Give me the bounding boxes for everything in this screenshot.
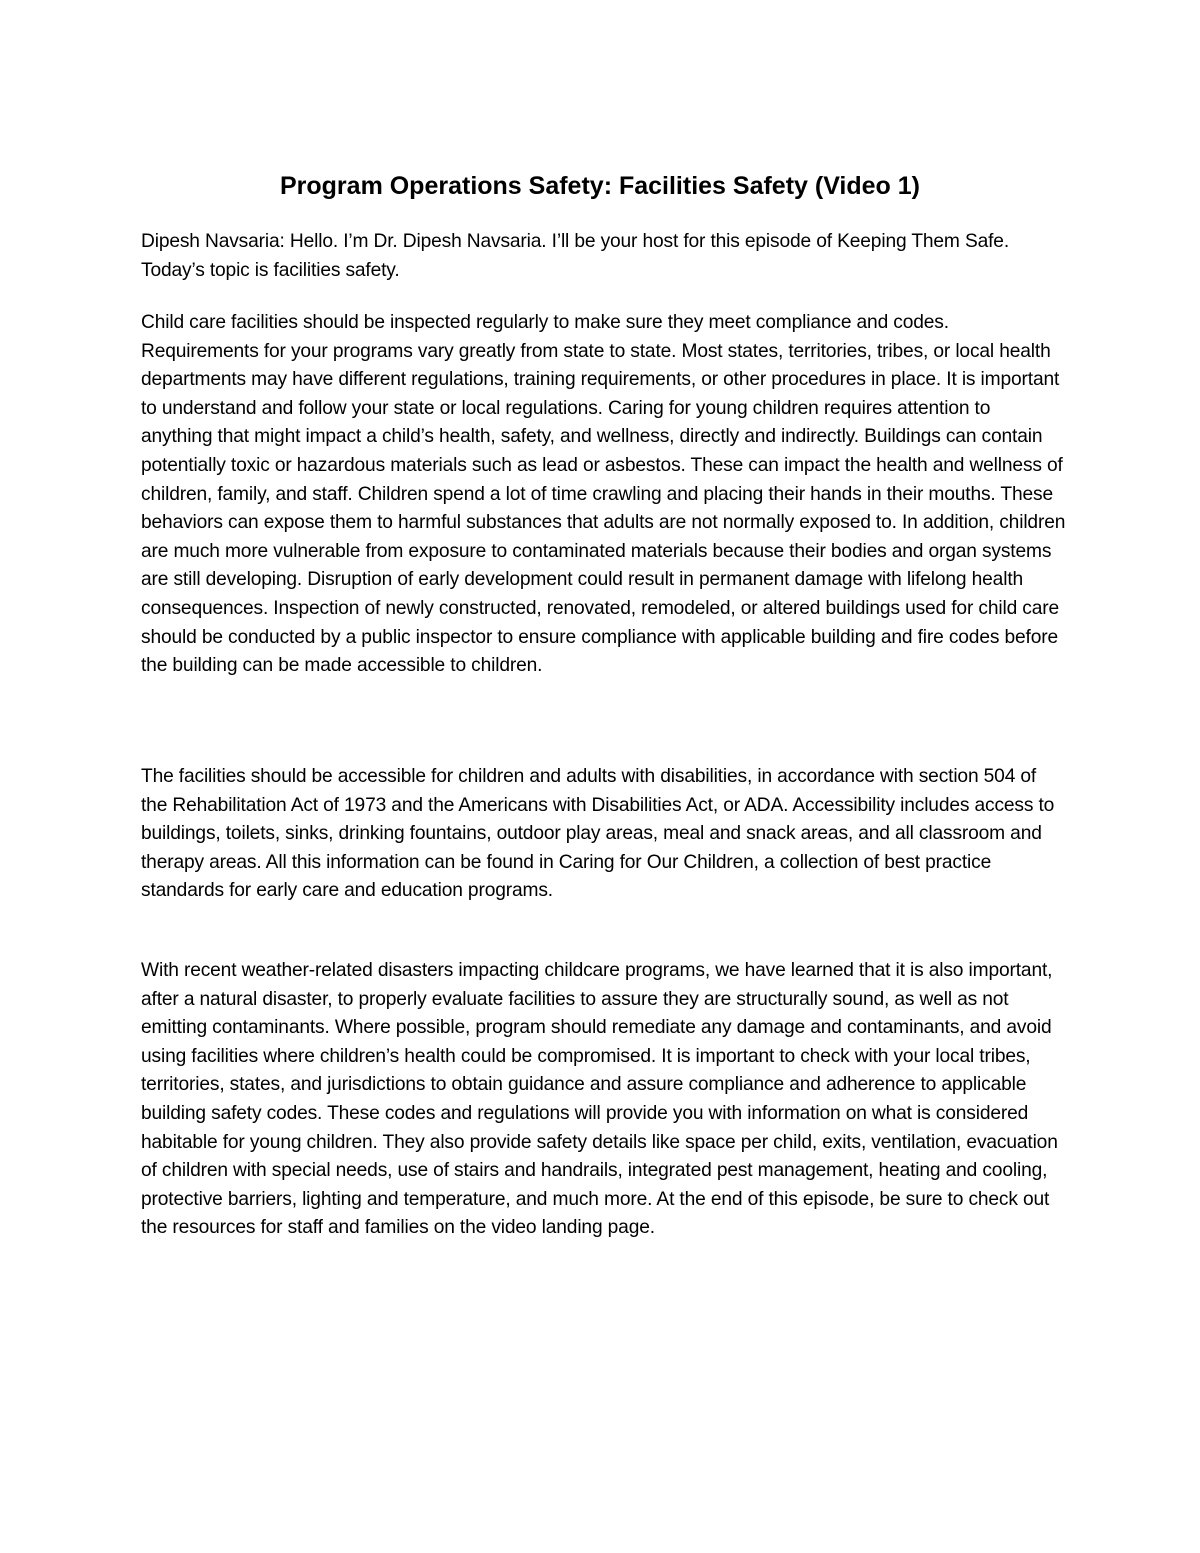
paragraph-inspection: Child care facilities should be inspected regularly to make sure they meet compliance and codes. Requirements for your programs vary greatly from state to state. Most states, territories, tribes, or local health departments may have different regulations, training requirements, or other procedures in place. It is important to understand and follow your state or local regulations. Caring for young children requires attention to anything that might impact a child’s health, safety, and wellness, directly and indirectly. Buildings can contain potentially toxic or hazardous materials such as lead or asbestos. These can impact the health and wellness of children, family, and staff. Children spend a lot of time crawling and placing their hands in their mouths. These behaviors can expose them to harmful substances that adults are not normally exposed to. In addition, children are much more vulnerable from exposure to contaminated materials because their bodies and organ systems are still developing. Disruption of early development could result in permanent damage with lifelong health consequences. Inspection of newly constructed, renovated, remodeled, or altered buildings used for child care should be conducted by a public inspector to ensure compliance with applicable building and fire codes before the building can be made accessible to children. bbox=[141, 312, 1066, 677]
paragraph-intro: Dipesh Navsaria: Hello. I’m Dr. Dipesh Navsaria. I’ll be your host for this episode of Keeping Them Safe. Today’s topic is facilities safety. bbox=[141, 231, 1009, 281]
paragraph-accessibility: The facilities should be accessible for children and adults with disabilities, in accordance with section 504 of the Rehabilitation Act of 1973 and the Americans with Disabilities Act, or ADA. Accessibility includes access to buildings, toilets, sinks, drinking fountains, outdoor play areas, meal and snack areas, and all classroom and therapy areas. All this information can be found in Caring for Our Children, a collection of best practice standards for early care and education programs. bbox=[141, 766, 1055, 902]
paragraph-disasters: With recent weather-related disasters impacting childcare programs, we have learned that it is also important, after a natural disaster, to properly evaluate facilities to assure they are structurally sound, as well as not emitting contaminants. Where possible, program should remediate any damage and contaminants, and avoid using facilities where children’s health could be compromised. It is important to check with your local tribes, territories, states, and jurisdictions to obtain guidance and assure compliance and adherence to applicable building safety codes. These codes and regulations will provide you with information on what is considered habitable for young children. They also provide safety details like space per child, exits, ventilation, evacuation of children with special needs, use of stairs and handrails, integrated pest management, heating and cooling, protective barriers, lighting and temperature, and much more. At the end of this episode, be sure to check out the resources for staff and families on the video landing page. bbox=[141, 960, 1058, 1239]
document-title: Program Operations Safety: Facilities Safety (Video 1) bbox=[279, 172, 920, 200]
